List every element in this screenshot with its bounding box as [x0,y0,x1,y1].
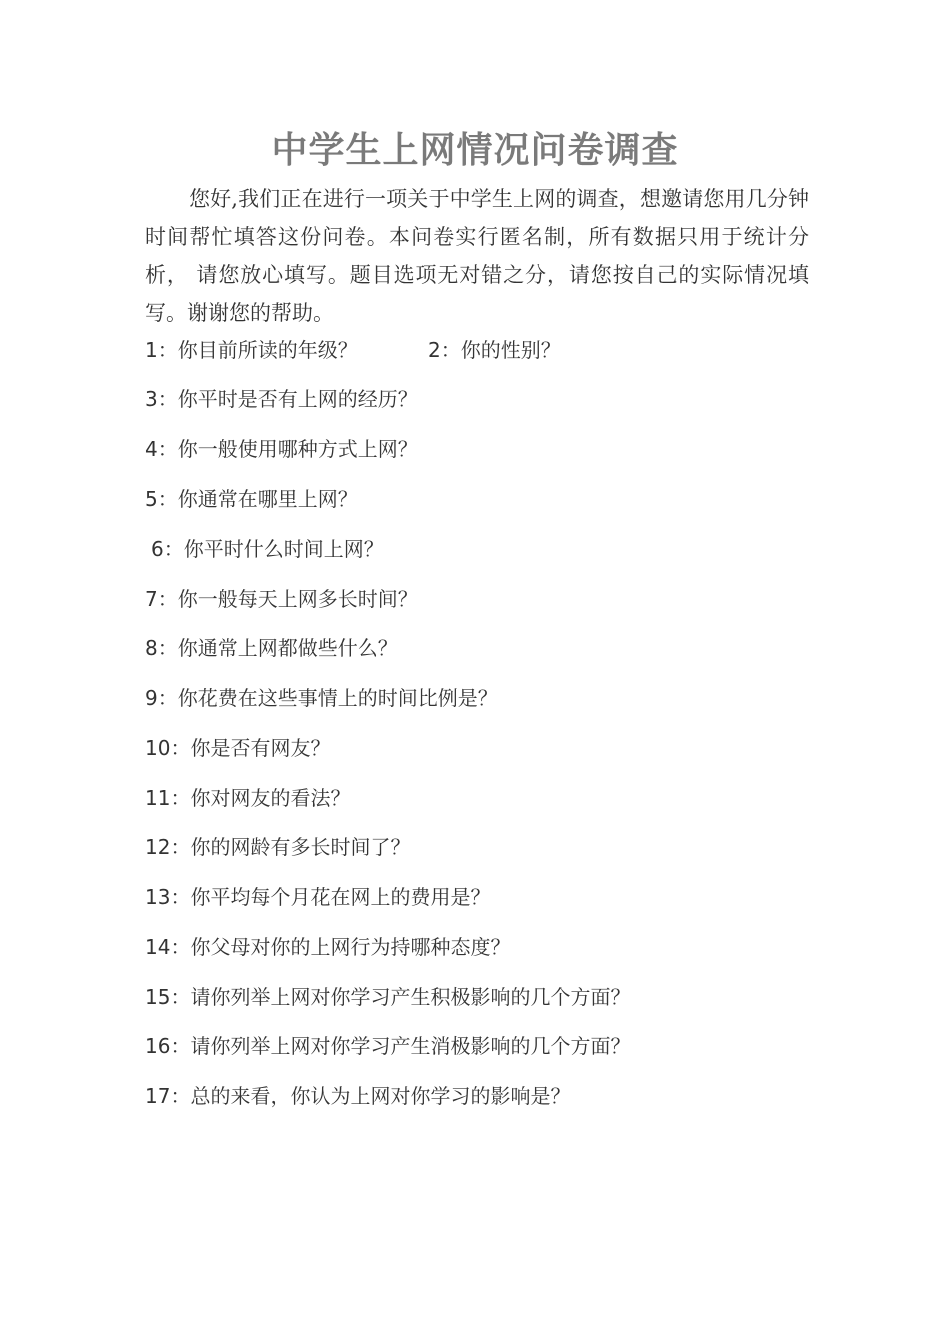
question-number: 14： [145,935,191,959]
question-7 [145,584,418,614]
question-16 [145,1031,630,1061]
question-12 [145,832,410,862]
question-17 [145,1081,570,1111]
question-text: 你平均每个月花在网上的费用是？ [190,885,491,909]
question-13 [145,882,490,912]
question-text: 你通常上网都做些什么？ [177,636,398,660]
page-title: 中学生上网情况问卷调查 [271,129,679,171]
question-5 [145,484,358,514]
question-number: 1： [145,338,178,362]
question-text: 你是否有网友？ [190,736,331,760]
question-15 [145,982,630,1012]
question-2 [428,335,561,365]
question-number: 4： [145,437,178,461]
question-number: 7： [145,587,178,611]
question-text: 你一般使用哪种方式上网？ [177,437,418,461]
question-4 [145,434,418,464]
question-number: 5： [145,487,178,511]
question-11 [145,783,350,813]
question-number: 3： [145,387,178,411]
question-10 [145,733,330,763]
question-text: 你对网友的看法？ [190,786,351,810]
question-text: 总的来看，你认为上网对你学习的影响是？ [190,1084,571,1108]
question-1 [145,335,358,365]
question-text: 你目前所读的年级？ [177,338,358,362]
question-text: 你父母对你的上网行为持哪种态度？ [190,935,511,959]
question-3 [145,384,418,414]
question-text: 你平时什么时间上网？ [183,537,384,561]
question-6 [151,534,384,564]
question-number: 15： [145,985,191,1009]
question-text: 请你列举上网对你学习产生积极影响的几个方面？ [190,985,631,1009]
question-number: 13： [145,885,191,909]
question-text: 请你列举上网对你学习产生消极影响的几个方面？ [190,1034,631,1058]
question-number: 9： [145,686,178,710]
question-text: 你一般每天上网多长时间？ [177,587,418,611]
question-number: 12： [145,835,191,859]
question-number: 2： [428,338,461,362]
question-number: 16： [145,1034,191,1058]
question-number: 8： [145,636,178,660]
question-text: 你花费在这些事情上的时间比例是？ [177,686,498,710]
question-14 [145,932,510,962]
question-text: 你通常在哪里上网？ [177,487,358,511]
question-text: 你平时是否有上网的经历？ [177,387,418,411]
question-number: 10： [145,736,191,760]
question-text: 你的性别？ [460,338,561,362]
question-number: 11： [145,786,191,810]
question-text: 你的网龄有多长时间了？ [190,835,411,859]
question-9 [145,683,498,713]
intro-paragraph: 您好,我们正在进行一项关于中学生上网的调查，想邀请您用几分钟时间帮忙填答这份问卷。本问卷实行匿名制，所有数据只用于统计分析， 请您放心填写。题目选项无对错之分，请您按自己的实际情况填写。谢谢您的帮助。 [145,187,809,325]
question-number: 6： [151,537,184,561]
question-8 [145,633,398,663]
question-number: 17： [145,1084,191,1108]
